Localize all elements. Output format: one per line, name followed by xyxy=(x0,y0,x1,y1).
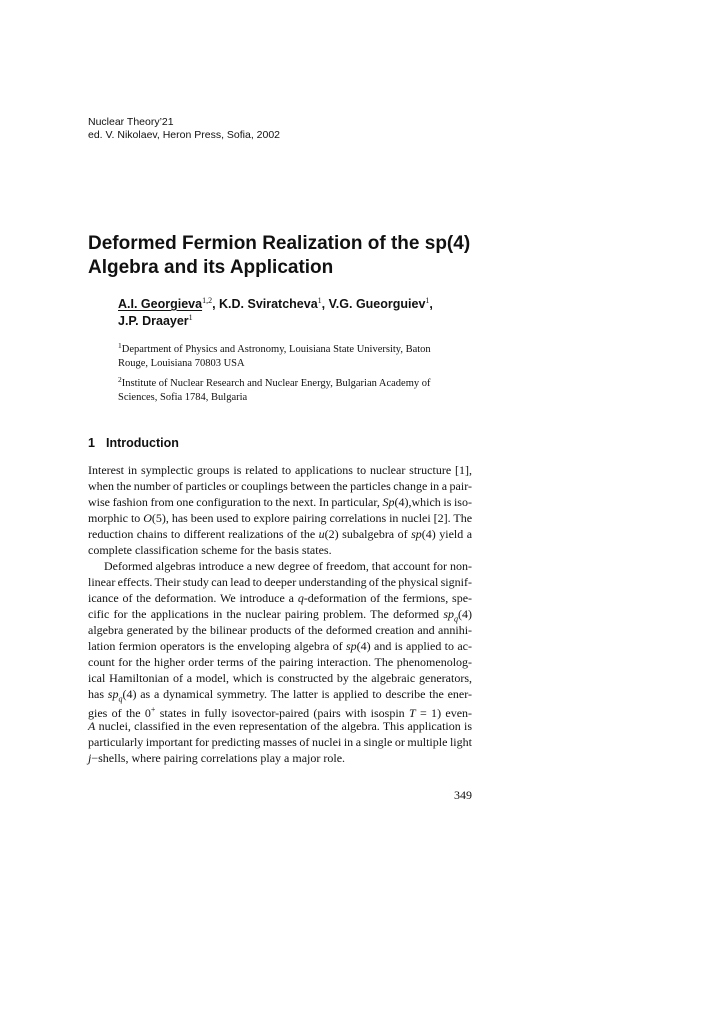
body-line xyxy=(88,494,472,510)
math-symbol: sp xyxy=(345,639,357,653)
body-line xyxy=(88,542,472,558)
math-arg: (4) xyxy=(122,687,137,701)
author-draayer: J.P. Draayer xyxy=(118,314,189,328)
math-arg: (4) xyxy=(394,495,409,509)
math-symbol: A xyxy=(88,719,96,733)
math-symbol: sp xyxy=(107,687,119,701)
author-line-2 xyxy=(118,313,433,330)
body-line xyxy=(88,750,472,766)
math-arg: (4) xyxy=(356,639,371,653)
math-symbol: q xyxy=(297,591,304,605)
title-line-1: Deformed Fermion Realization of the sp(4) xyxy=(88,233,471,254)
math-symbol: 0 xyxy=(144,706,151,720)
body-line xyxy=(88,590,472,606)
body-line xyxy=(88,558,472,574)
math-subscript: q xyxy=(118,694,123,704)
body-line xyxy=(88,510,472,526)
math-symbol: O xyxy=(143,511,152,525)
text-run: cific for the applications in the nuclear pairing problem. The deformed $sp_q(4)$ xyxy=(88,607,472,624)
math-arg: (4) xyxy=(421,527,436,541)
author-sviratcheva: , K.D. Sviratcheva xyxy=(212,297,318,311)
text-run: A nuclei, classified in the even representation of the algebra. This application is xyxy=(88,719,472,733)
author-draayer-affiliation: 1 xyxy=(188,313,193,322)
text-run: lation fermion operators is the enveloping algebra of sp(4) and is applied to ac- xyxy=(88,639,472,653)
text-run: has $sp_q(4)$ as a dynamical symmetry. The latter is applied to describe the ener- xyxy=(88,687,473,704)
section-heading xyxy=(88,436,179,450)
text-run: complete classification scheme for the basis states. xyxy=(88,543,332,557)
author-sviratcheva-affiliation: 1 xyxy=(317,296,322,305)
editor-line: ed. V. Nikolaev, Heron Press, Sofia, 2002 xyxy=(88,129,281,141)
text-run: icance of the deformation. We introduce a q-deformation of the fermions, spe- xyxy=(88,591,473,605)
text-run: ical Hamiltonian of a model, which is constructed by the algebraic generators, xyxy=(88,671,473,685)
text-run: Interest in symplectic groups is related to applications to nuclear structure [1], xyxy=(88,463,473,477)
math-equation: = 1 xyxy=(419,706,438,720)
author-gueorguiev: , V.G. Gueorguiev xyxy=(321,297,426,311)
affiliation-2-marker: 2 xyxy=(118,375,122,384)
body-line xyxy=(88,622,472,638)
body-line xyxy=(88,638,472,654)
affiliation-2 xyxy=(118,377,478,405)
affiliations xyxy=(118,343,478,411)
title-line-2: Algebra and its Application xyxy=(88,257,334,278)
math-symbol: sp xyxy=(411,527,422,541)
author-georgieva-affiliation: 1,2 xyxy=(202,296,213,305)
math-superscript: + xyxy=(150,705,156,714)
text-run: particularly important for predicting masses of nuclei in a single or multiple light xyxy=(88,735,472,749)
math-symbol: T xyxy=(408,706,416,720)
text-run: wise fashion from one configuration to the next. In particular, Sp(4),which is iso- xyxy=(88,495,472,509)
author-georgieva: A.I. Georgieva xyxy=(118,297,203,311)
text-run: when the number of particles or couplings between the particles change in a pair- xyxy=(88,479,472,493)
math-symbol: Sp xyxy=(382,495,395,509)
text-run: morphic to O(5), has been used to explore pairing correlations in nuclei [2]. The xyxy=(88,511,473,525)
affiliation-1-marker: 1 xyxy=(118,341,122,350)
affiliation-1 xyxy=(118,343,478,371)
author-line-1 xyxy=(118,296,433,313)
page-number: 349 xyxy=(454,788,472,802)
math-symbol: j xyxy=(88,751,92,765)
body-line xyxy=(88,574,472,590)
body-line xyxy=(88,654,472,670)
affiliation-2-line-1: Institute of Nuclear Research and Nuclear Energy, Bulgarian Academy of xyxy=(121,378,431,389)
body-line xyxy=(88,718,472,734)
text-run: gies of the 0+ states in fully isovector-paired (pairs with isospin T = 1) even- xyxy=(88,705,473,720)
affiliation-1-line-2: Rouge, Louisiana 70803 USA xyxy=(118,358,245,369)
author-list xyxy=(118,296,433,330)
running-header xyxy=(88,116,280,142)
section-number: 1 xyxy=(88,436,95,450)
text-run: j−shells, where pairing correlations play a major role. xyxy=(88,751,346,765)
paper-title xyxy=(88,232,648,280)
body-line xyxy=(88,734,472,750)
author-separator: , xyxy=(429,297,433,311)
math-arg: (5) xyxy=(151,511,166,525)
affiliation-2-line-2: Sciences, Sofia 1784, Bulgaria xyxy=(118,392,248,403)
author-gueorguiev-affiliation: 1 xyxy=(425,296,430,305)
text-run: reduction chains to different realizations of the u(2) subalgebra of sp(4) yield a xyxy=(88,527,473,541)
affiliation-1-line-1: Department of Physics and Astronomy, Louisiana State University, Baton xyxy=(121,344,431,355)
body-line xyxy=(88,606,472,622)
text-run: algebra generated by the bilinear products of the deformed creation and annihi- xyxy=(88,623,473,637)
series-line: Nuclear Theory’21 xyxy=(88,116,174,128)
math-arg: (4) xyxy=(457,607,472,621)
body-text xyxy=(88,462,472,766)
body-line xyxy=(88,462,472,478)
text-run: Deformed algebras introduce a new degree of freedom, that account for non- xyxy=(104,559,472,573)
math-symbol: sp xyxy=(443,607,454,621)
math-subscript: q xyxy=(453,614,458,624)
math-arg: (2) xyxy=(324,527,339,541)
section-title: Introduction xyxy=(106,436,179,450)
math-symbol: u xyxy=(318,527,325,541)
body-line xyxy=(88,686,472,702)
body-line xyxy=(88,478,472,494)
body-line xyxy=(88,526,472,542)
body-line xyxy=(88,702,472,718)
text-run: count for the higher order terms of the pairing interaction. The phenomenolog- xyxy=(88,655,473,669)
body-line xyxy=(88,670,472,686)
text-run: linear effects. Their study can lead to deeper understanding of the physical signif- xyxy=(88,575,472,589)
